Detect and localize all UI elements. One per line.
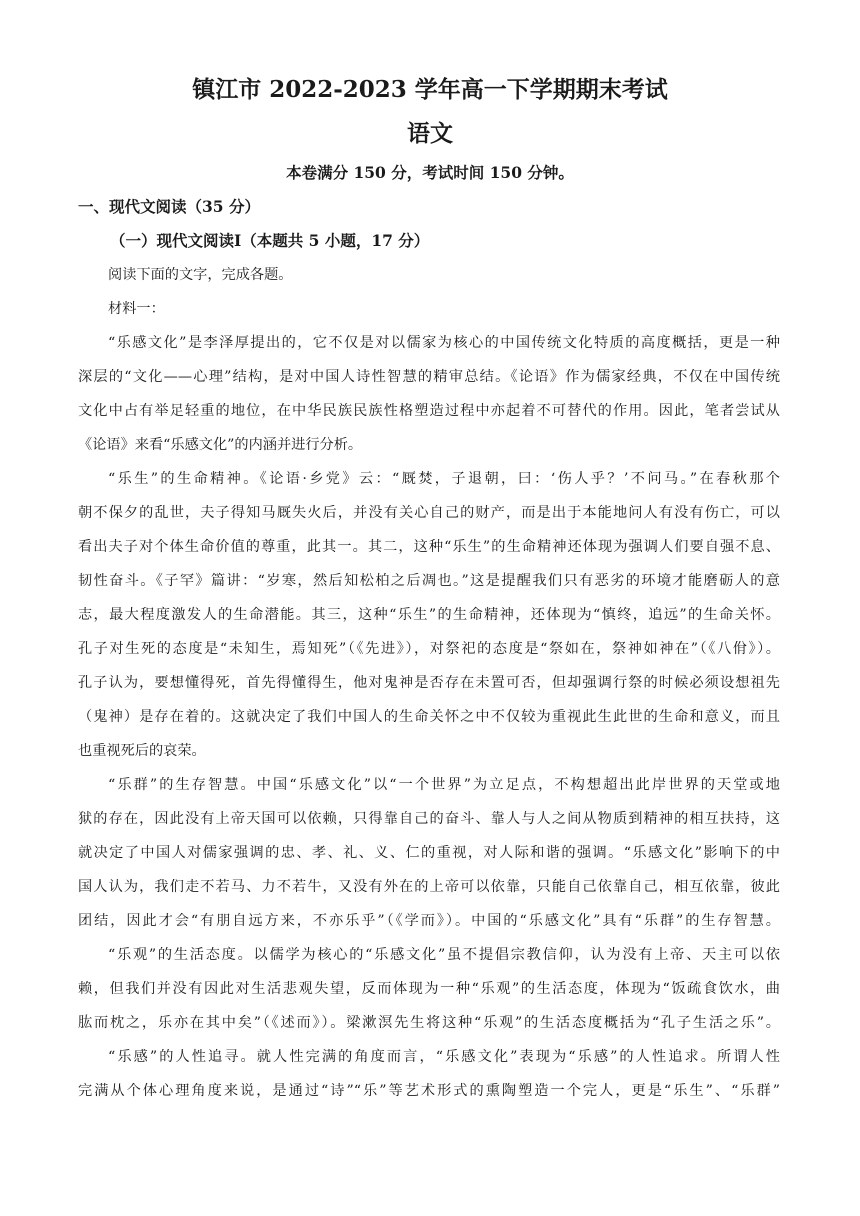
section-heading-reading: 一、现代文阅读（35 分） <box>78 197 260 216</box>
instruction-line: 阅读下面的文字，完成各题。 <box>108 267 293 283</box>
paragraph-line: 团结，因此才会“有朋自远方来，不亦乐乎”（《学而》）。中国的“乐感文化”具有“乐群”的生存智慧。 <box>78 913 780 929</box>
passage-body <box>78 262 780 1112</box>
paragraph-line: “乐群”的生存智慧。中国“乐感文化”以“一个世界”为立足点，不构想超出此岸世界的天堂或地 <box>108 777 780 793</box>
paragraph-line: “乐生”的生命精神。《论语·乡党》云：“厩焚，子退朝，曰：‘伤人乎？’不问马。”在春秋那个 <box>108 471 780 487</box>
paragraph-line: 朝不保夕的乱世，夫子得知马厩失火后，并没有关心自己的财产，而是出于本能地问人有没有伤亡，可以 <box>78 505 780 521</box>
paragraph-line: 肱而枕之，乐亦在其中矣”（《述而》）。梁漱溟先生将这种“乐观”的生活态度概括为“孔子生活之乐”。 <box>78 1015 780 1031</box>
paragraph-line: 文化中占有举足轻重的地位，在中华民族民族性格塑造过程中亦起着不可替代的作用。因此，笔者尝试从 <box>78 403 780 419</box>
subject-heading: 语文 <box>407 120 453 147</box>
paragraph-line: （鬼神）是存在着的。这就决定了我们中国人的生命关怀之中不仅较为重视此生此世的生命和意义，而且 <box>78 709 780 725</box>
paragraph-line: 深层的“文化——心理”结构，是对中国人诗性智慧的精审总结。《论语》作为儒家经典，不仅在中国传统 <box>78 369 780 385</box>
exam-title: 镇江市 2022-2023 学年高一下学期期末考试 <box>192 76 668 103</box>
exam-info: 本卷满分 150 分，考试时间 150 分钟。 <box>286 163 574 182</box>
paragraph-line: 国人认为，我们走不若马、力不若牛，又没有外在的上帝可以依靠，只能自己依靠自己，相互依靠，彼此 <box>78 879 780 895</box>
paragraph-line: 志，最大程度激发人的生命潜能。其三，这种“乐生”的生命精神，还体现为“慎终，追远”的生命关怀。 <box>78 607 780 623</box>
paragraph-line: 孔子对生死的态度是“未知生，焉知死”（《先进》），对祭祀的态度是“祭如在，祭神如神在”（《八佾》）。 <box>78 641 780 657</box>
paragraph-line: 就决定了中国人对儒家强调的忠、孝、礼、义、仁的重视，对人际和谐的强调。“乐感文化”影响下的中 <box>78 845 780 861</box>
paragraph-line: “乐感”的人性追寻。就人性完满的角度而言，“乐感文化”表现为“乐感”的人性追求。所谓人性 <box>108 1049 780 1065</box>
paragraph-line: “乐感文化”是李泽厚提出的，它不仅是对以儒家为核心的中国传统文化特质的高度概括，更是一种 <box>108 335 780 351</box>
paragraph-line: 看出夫子对个体生命价值的尊重，此其一。其二，这种“乐生”的生命精神还体现为强调人们要自强不息、 <box>78 539 780 555</box>
paragraph-line: 赖，但我们并没有因此对生活悲观失望，反而体现为一种“乐观”的生活态度，体现为“饭疏食饮水，曲 <box>78 981 780 997</box>
paragraph-line: 也重视死后的哀荣。 <box>78 743 206 759</box>
paragraph-line: 《论语》来看“乐感文化”的内涵并进行分析。 <box>78 437 363 453</box>
paragraph-line: “乐观”的生活态度。以儒学为核心的“乐感文化”虽不提倡宗教信仰，认为没有上帝、天主可以依 <box>108 947 780 963</box>
material-label: 材料一： <box>108 301 165 317</box>
paragraph-line: 狱的存在，因此没有上帝天国可以依赖，只得靠自己的奋斗、靠人与人之间从物质到精神的相互扶持，这 <box>78 811 780 827</box>
subsection-heading-reading-1: （一）现代文阅读Ⅰ（本题共 5 小题，17 分） <box>110 231 430 250</box>
paragraph-line: 完满从个体心理角度来说，是通过“诗”“乐”等艺术形式的熏陶塑造一个完人，更是“乐生”、“乐群” <box>78 1083 780 1099</box>
paragraph-line: 韧性奋斗。《子罕》篇讲：“岁寒，然后知松柏之后凋也。”这是提醒我们只有恶劣的环境才能磨砺人的意 <box>78 573 780 589</box>
paragraph-line: 孔子认为，要想懂得死，首先得懂得生，他对鬼神是否存在未置可否，但却强调行祭的时候必须设想祖先 <box>78 675 780 691</box>
